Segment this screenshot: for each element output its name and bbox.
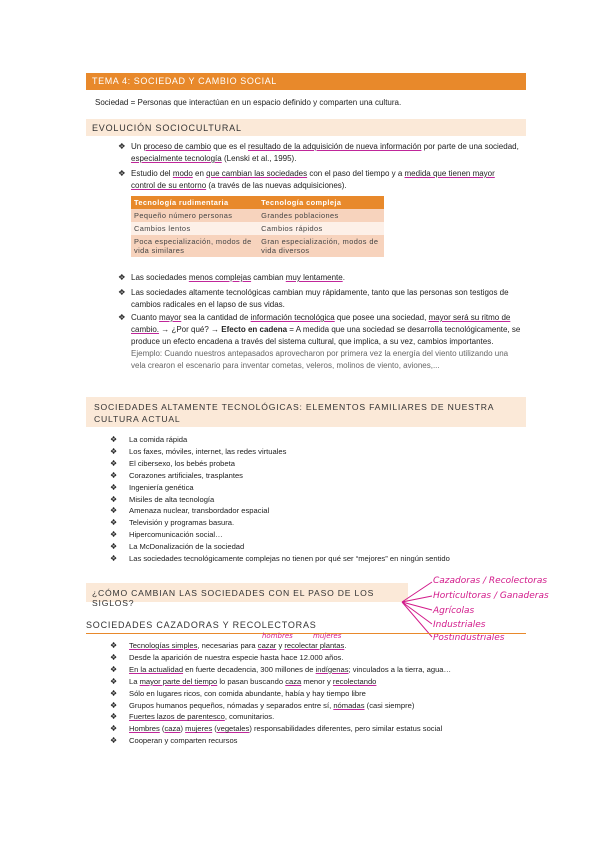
bullet-icon: ❖	[110, 435, 118, 444]
cazadoras-list	[110, 640, 451, 747]
table-cell: Cambios lentos	[131, 222, 258, 235]
handwritten-branch: Postindustriales	[433, 633, 505, 643]
list-item: ❖ Misiles de alta tecnología	[110, 494, 215, 504]
bullet-icon: ❖	[110, 494, 118, 504]
list-item: ❖ Amenaza nuclear, transbordador espacial	[110, 506, 270, 516]
list-item: ❖ Ingeniería genética	[110, 482, 194, 492]
list-item: ❖ Hombres (caza) mujeres (vegetales) responsabilidades diferentes, pero similar estatus social	[110, 724, 443, 734]
bullet-icon: ❖	[118, 312, 126, 322]
technological-items-list	[110, 434, 450, 565]
handwritten-branch: Agrícolas	[433, 606, 475, 616]
bullet-icon: ❖	[110, 446, 118, 456]
bullet-icon: ❖	[118, 272, 126, 282]
handwritten-hombres: hombres	[262, 632, 293, 640]
paragraph-cuanto-mayor: Cuanto mayor sea la cantidad de información tecnológica que posee una sociedad, mayor será su ritmo de cambio. → ¿Por qué? → Efecto en cadena = A medida que una sociedad se desarrolla tecnológicamente, se produce un efecto encadena a través del sistema cultural, que implica, a su vez, cambios importantes. Ejemplo: Cuando nuestros antepasados aprovecharon por primera vez la energía del viento utilizando una vela crearon el escenario para inventar cometas, veleros, molinos de viento, aviones,...	[131, 313, 521, 370]
bullet-icon: ❖	[110, 518, 118, 528]
bullet-icon: ❖	[110, 506, 118, 516]
bullet-icon: ❖	[110, 482, 118, 492]
bullet-icon: ❖	[110, 542, 118, 552]
bullet-icon: ❖	[110, 652, 118, 662]
bullet-icon: ❖	[110, 724, 118, 734]
table-row	[131, 222, 384, 235]
list-item: ❖ La comida rápida	[110, 435, 188, 444]
table-row	[131, 209, 384, 222]
section-altamente-title: SOCIEDADES ALTAMENTE TECNOLÓGICAS: ELEMENTOS FAMILIARES DE NUESTRA CULTURA ACTUAL	[86, 397, 526, 427]
bullet-icon: ❖	[110, 458, 118, 468]
table-cell: Pequeño número personas	[131, 209, 258, 222]
topic-banner: TEMA 4: SOCIEDAD Y CAMBIO SOCIAL	[86, 73, 526, 90]
list-item: ❖ Grupos humanos pequeños, nómadas y separados entre sí, nómadas (casi siempre)	[110, 700, 415, 710]
list-item: ❖ Cooperan y comparten recursos	[110, 736, 238, 746]
list-item: ❖ La mayor parte del tiempo lo pasan buscando caza menor y recolectando	[110, 676, 377, 686]
list-item: ❖ Los faxes, móviles, internet, las redes virtuales	[110, 446, 287, 456]
society-definition: Sociedad = Personas que interactúan en un espacio definido y comparten una cultura.	[95, 98, 402, 107]
list-item: ❖ Tecnologías simples, necesarias para cazar y recolectar plantas.	[110, 641, 347, 650]
bullet-icon: ❖	[110, 530, 118, 540]
list-item: ❖ Fuertes lazos de parentesco, comunitarios.	[110, 712, 275, 722]
table-cell: Gran especialización, modos de vida diversos	[258, 235, 384, 257]
paragraph-proceso: Un proceso de cambio que es el resultado de la adquisición de nueva información por parte de una sociedad, especialmente tecnología (Lenski et al., 1995).	[131, 142, 519, 163]
technology-comparison-table	[131, 196, 384, 257]
section-cazadoras-title: SOCIEDADES CAZADORAS Y RECOLECTORAS	[86, 620, 526, 634]
bullet-icon: ❖	[110, 470, 118, 480]
table-row	[131, 235, 384, 257]
table-cell: Cambios rápidos	[258, 222, 384, 235]
bullet-icon: ❖	[110, 712, 118, 722]
paragraph-menos-complejas: Las sociedades menos complejas cambian muy lentamente.	[131, 273, 345, 282]
bullet-icon: ❖	[110, 688, 118, 698]
bullet-icon: ❖	[110, 700, 118, 710]
table-header: Tecnología rudimentaria	[131, 196, 258, 209]
list-item: ❖ En la actualidad en fuerte decadencia, 300 millones de indígenas; vinculados a la tierra, agua…	[110, 664, 452, 674]
list-item: ❖ Sólo en lugares ricos, con comida abundante, había y hay tiempo libre	[110, 688, 366, 698]
list-item: ❖ Las sociedades tecnológicamente complejas no tienen por qué ser “mejores” en ningún sentido	[110, 554, 450, 564]
bullet-icon: ❖	[118, 168, 126, 178]
paragraph-altamente: Las sociedades altamente tecnológicas cambian muy rápidamente, tanto que las personas son testigos de cambios radicales en el lapso de sus vidas.	[131, 288, 509, 309]
section-evolucion-title: EVOLUCIÓN SOCIOCULTURAL	[86, 119, 526, 136]
bullet-icon: ❖	[118, 287, 126, 297]
section-como-cambian-title: ¿CÓMO CAMBIAN LAS SOCIEDADES CON EL PASO DE LOS SIGLOS?	[86, 583, 408, 602]
bullet-icon: ❖	[110, 676, 118, 686]
list-item: ❖ El cibersexo, los bebés probeta	[110, 458, 235, 468]
bullet-icon: ❖	[110, 641, 118, 650]
handwritten-branch: Cazadoras / Recolectoras	[433, 576, 548, 586]
handwritten-branch: Industriales	[433, 620, 486, 630]
table-cell: Grandes poblaciones	[258, 209, 384, 222]
list-item: ❖ Corazones artificiales, trasplantes	[110, 470, 243, 480]
list-item: ❖ Televisión y programas basura.	[110, 518, 235, 528]
handwritten-branch: Horticultoras / Ganaderas	[433, 591, 549, 601]
bullet-icon: ❖	[110, 736, 118, 746]
list-item: ❖ Hipercomunicación social…	[110, 530, 223, 540]
handwritten-mujeres: mujeres	[313, 632, 342, 640]
list-item: ❖ La McDonalización de la sociedad	[110, 542, 245, 552]
table-cell: Poca especialización, modos de vida similares	[131, 235, 258, 257]
list-item: ❖ Desde la aparición de nuestra especie hasta hace 12.000 años.	[110, 652, 344, 662]
table-header: Tecnología compleja	[258, 196, 384, 209]
bullet-icon: ❖	[118, 141, 126, 151]
bullet-icon: ❖	[110, 554, 118, 564]
bullet-icon: ❖	[110, 664, 118, 674]
paragraph-estudio: Estudio del modo en que cambian las sociedades con el paso del tiempo y a medida que tienen mayor control de su entorno (a través de las nuevas adquisiciones).	[131, 169, 495, 190]
